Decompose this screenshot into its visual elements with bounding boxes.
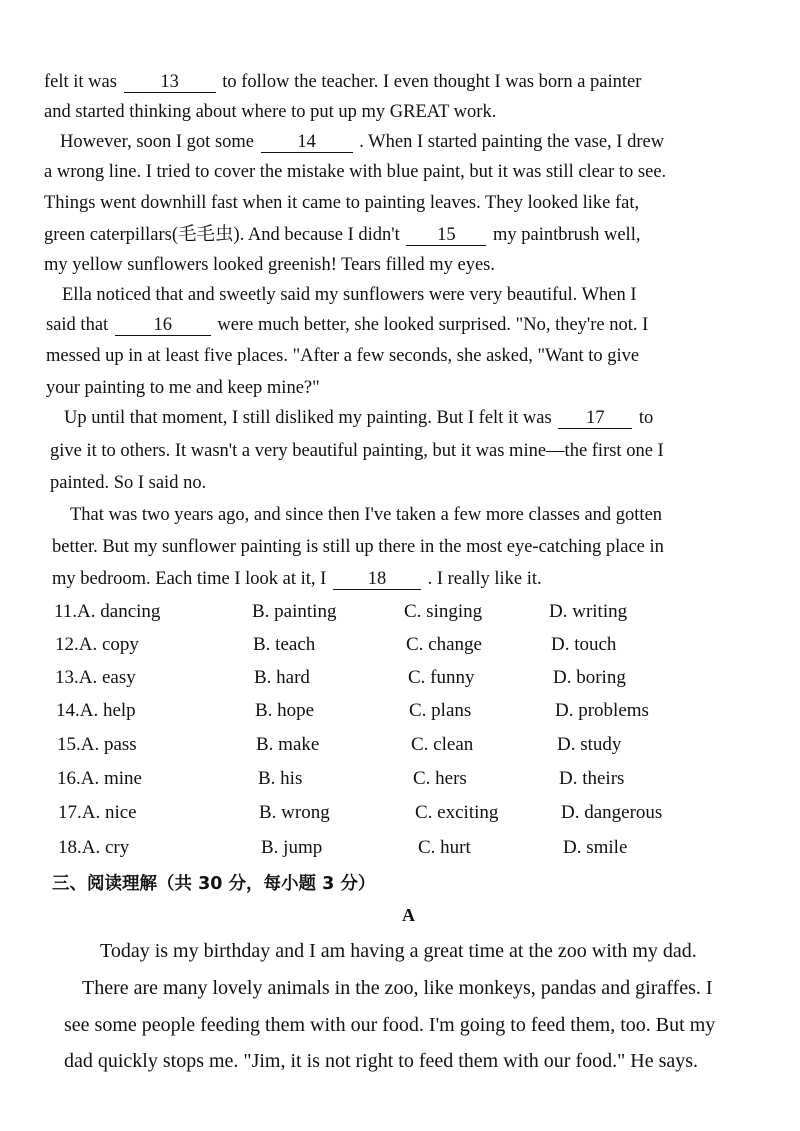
- option-a: 18.A. cry: [58, 837, 130, 858]
- blank-15: 15: [406, 225, 486, 246]
- cloze-line: [44, 100, 496, 124]
- cloze-line: [46, 376, 320, 400]
- passage-line: There are many lovely animals in the zoo, like monkeys, pandas and giraffes. I: [82, 977, 713, 999]
- cloze-line: [44, 70, 641, 94]
- option-a: 14.A. help: [56, 700, 136, 721]
- cloze-line: [52, 535, 664, 559]
- line-text: . I really like it.: [427, 569, 542, 589]
- passage-line: see some people feeding them with our food. I'm going to feed them, too. But my: [64, 1014, 716, 1036]
- cloze-line: [50, 439, 664, 463]
- cloze-line: [62, 283, 637, 307]
- line-text: Ella noticed that and sweetly said my sunflowers were very beautiful. When I: [62, 285, 637, 305]
- line-text: better. But my sunflower painting is still up there in the most eye-catching place in: [52, 537, 664, 557]
- option-c: C. hers: [413, 768, 467, 789]
- option-d: D. dangerous: [561, 802, 663, 823]
- option-d: D. smile: [563, 837, 628, 858]
- option-c: C. hurt: [418, 837, 471, 858]
- option-d: D. writing: [549, 601, 628, 622]
- blank-14: 14: [261, 132, 353, 153]
- option-c: C. change: [406, 634, 482, 655]
- blank-17: 17: [558, 408, 632, 429]
- cloze-line: [44, 191, 639, 215]
- option-a: 15.A. pass: [57, 734, 137, 755]
- option-c: C. singing: [404, 601, 483, 622]
- cloze-line: [52, 567, 542, 591]
- blank-16: 16: [115, 315, 211, 336]
- option-b: B. jump: [261, 837, 323, 858]
- option-d: D. study: [557, 734, 622, 755]
- option-d: D. boring: [553, 667, 626, 688]
- cloze-line: [46, 313, 648, 337]
- option-c: C. clean: [411, 734, 474, 755]
- blank-18: 18: [333, 569, 421, 590]
- option-b: B. painting: [252, 601, 337, 622]
- option-a: 16.A. mine: [57, 768, 142, 789]
- line-text: However, soon I got some: [60, 132, 254, 152]
- line-text: a wrong line. I tried to cover the mistake with blue paint, but it was still clear to see.: [44, 162, 667, 182]
- line-text: That was two years ago, and since then I've taken a few more classes and gotten: [70, 505, 663, 525]
- option-a: 13.A. easy: [55, 667, 136, 688]
- cloze-line: [70, 503, 662, 527]
- line-text: green caterpillars(毛毛虫). And because I didn't: [44, 225, 400, 245]
- option-d: D. touch: [551, 634, 617, 655]
- cloze-line: [46, 344, 639, 368]
- option-a: 12.A. copy: [55, 634, 139, 655]
- passage-line: Today is my birthday and I am having a great time at the zoo with my dad.: [100, 940, 697, 962]
- line-text: Up until that moment, I still disliked my painting. But I felt it was: [64, 408, 552, 428]
- line-text: to follow the teacher. I even thought I was born a painter: [222, 72, 642, 92]
- blank-13: 13: [124, 72, 216, 93]
- option-b: B. wrong: [259, 802, 330, 823]
- option-c: C. exciting: [415, 802, 499, 823]
- line-text: and started thinking about where to put up my GREAT work.: [44, 102, 497, 122]
- line-text: painted. So I said no.: [50, 473, 207, 493]
- line-text: my bedroom. Each time I look at it, I: [52, 569, 327, 589]
- option-b: B. hope: [255, 700, 315, 721]
- cloze-line: [50, 471, 206, 495]
- part-label: A: [402, 905, 415, 925]
- line-text: my yellow sunflowers looked greenish! Tears filled my eyes.: [44, 255, 495, 275]
- cloze-line: [44, 223, 640, 247]
- option-c: C. funny: [408, 667, 475, 688]
- option-b: B. teach: [253, 634, 316, 655]
- line-text: . When I started painting the vase, I drew: [359, 132, 665, 152]
- passage-line: dad quickly stops me. "Jim, it is not right to feed them with our food." He says.: [64, 1050, 699, 1072]
- option-a: 17.A. nice: [58, 802, 137, 823]
- line-text: to: [638, 408, 654, 428]
- line-text: give it to others. It wasn't a very beautiful painting, but it was mine—the first one I: [50, 441, 664, 461]
- option-b: B. make: [256, 734, 320, 755]
- option-d: D. problems: [555, 700, 649, 721]
- option-c: C. plans: [409, 700, 472, 721]
- line-text: my paintbrush well,: [493, 225, 641, 245]
- option-d: D. theirs: [559, 768, 625, 789]
- option-b: B. his: [258, 768, 303, 789]
- line-text: your painting to me and keep mine?": [46, 378, 320, 398]
- option-a: 11.A. dancing: [54, 601, 161, 622]
- cloze-line: [60, 130, 664, 154]
- line-text: Things went downhill fast when it came to painting leaves. They looked like fat,: [44, 193, 640, 213]
- cloze-line: [44, 253, 495, 277]
- section-title: 三、阅读理解（共 30 分，每小题 3 分）: [52, 874, 376, 894]
- line-text: said that: [46, 315, 109, 335]
- cloze-line: [64, 406, 653, 430]
- line-text: messed up in at least five places. "After a few seconds, she asked, "Want to give: [46, 346, 640, 366]
- option-b: B. hard: [254, 667, 310, 688]
- line-text: felt it was: [44, 72, 117, 92]
- line-text: were much better, she looked surprised. "No, they're not. I: [217, 315, 649, 335]
- cloze-line: [44, 160, 666, 184]
